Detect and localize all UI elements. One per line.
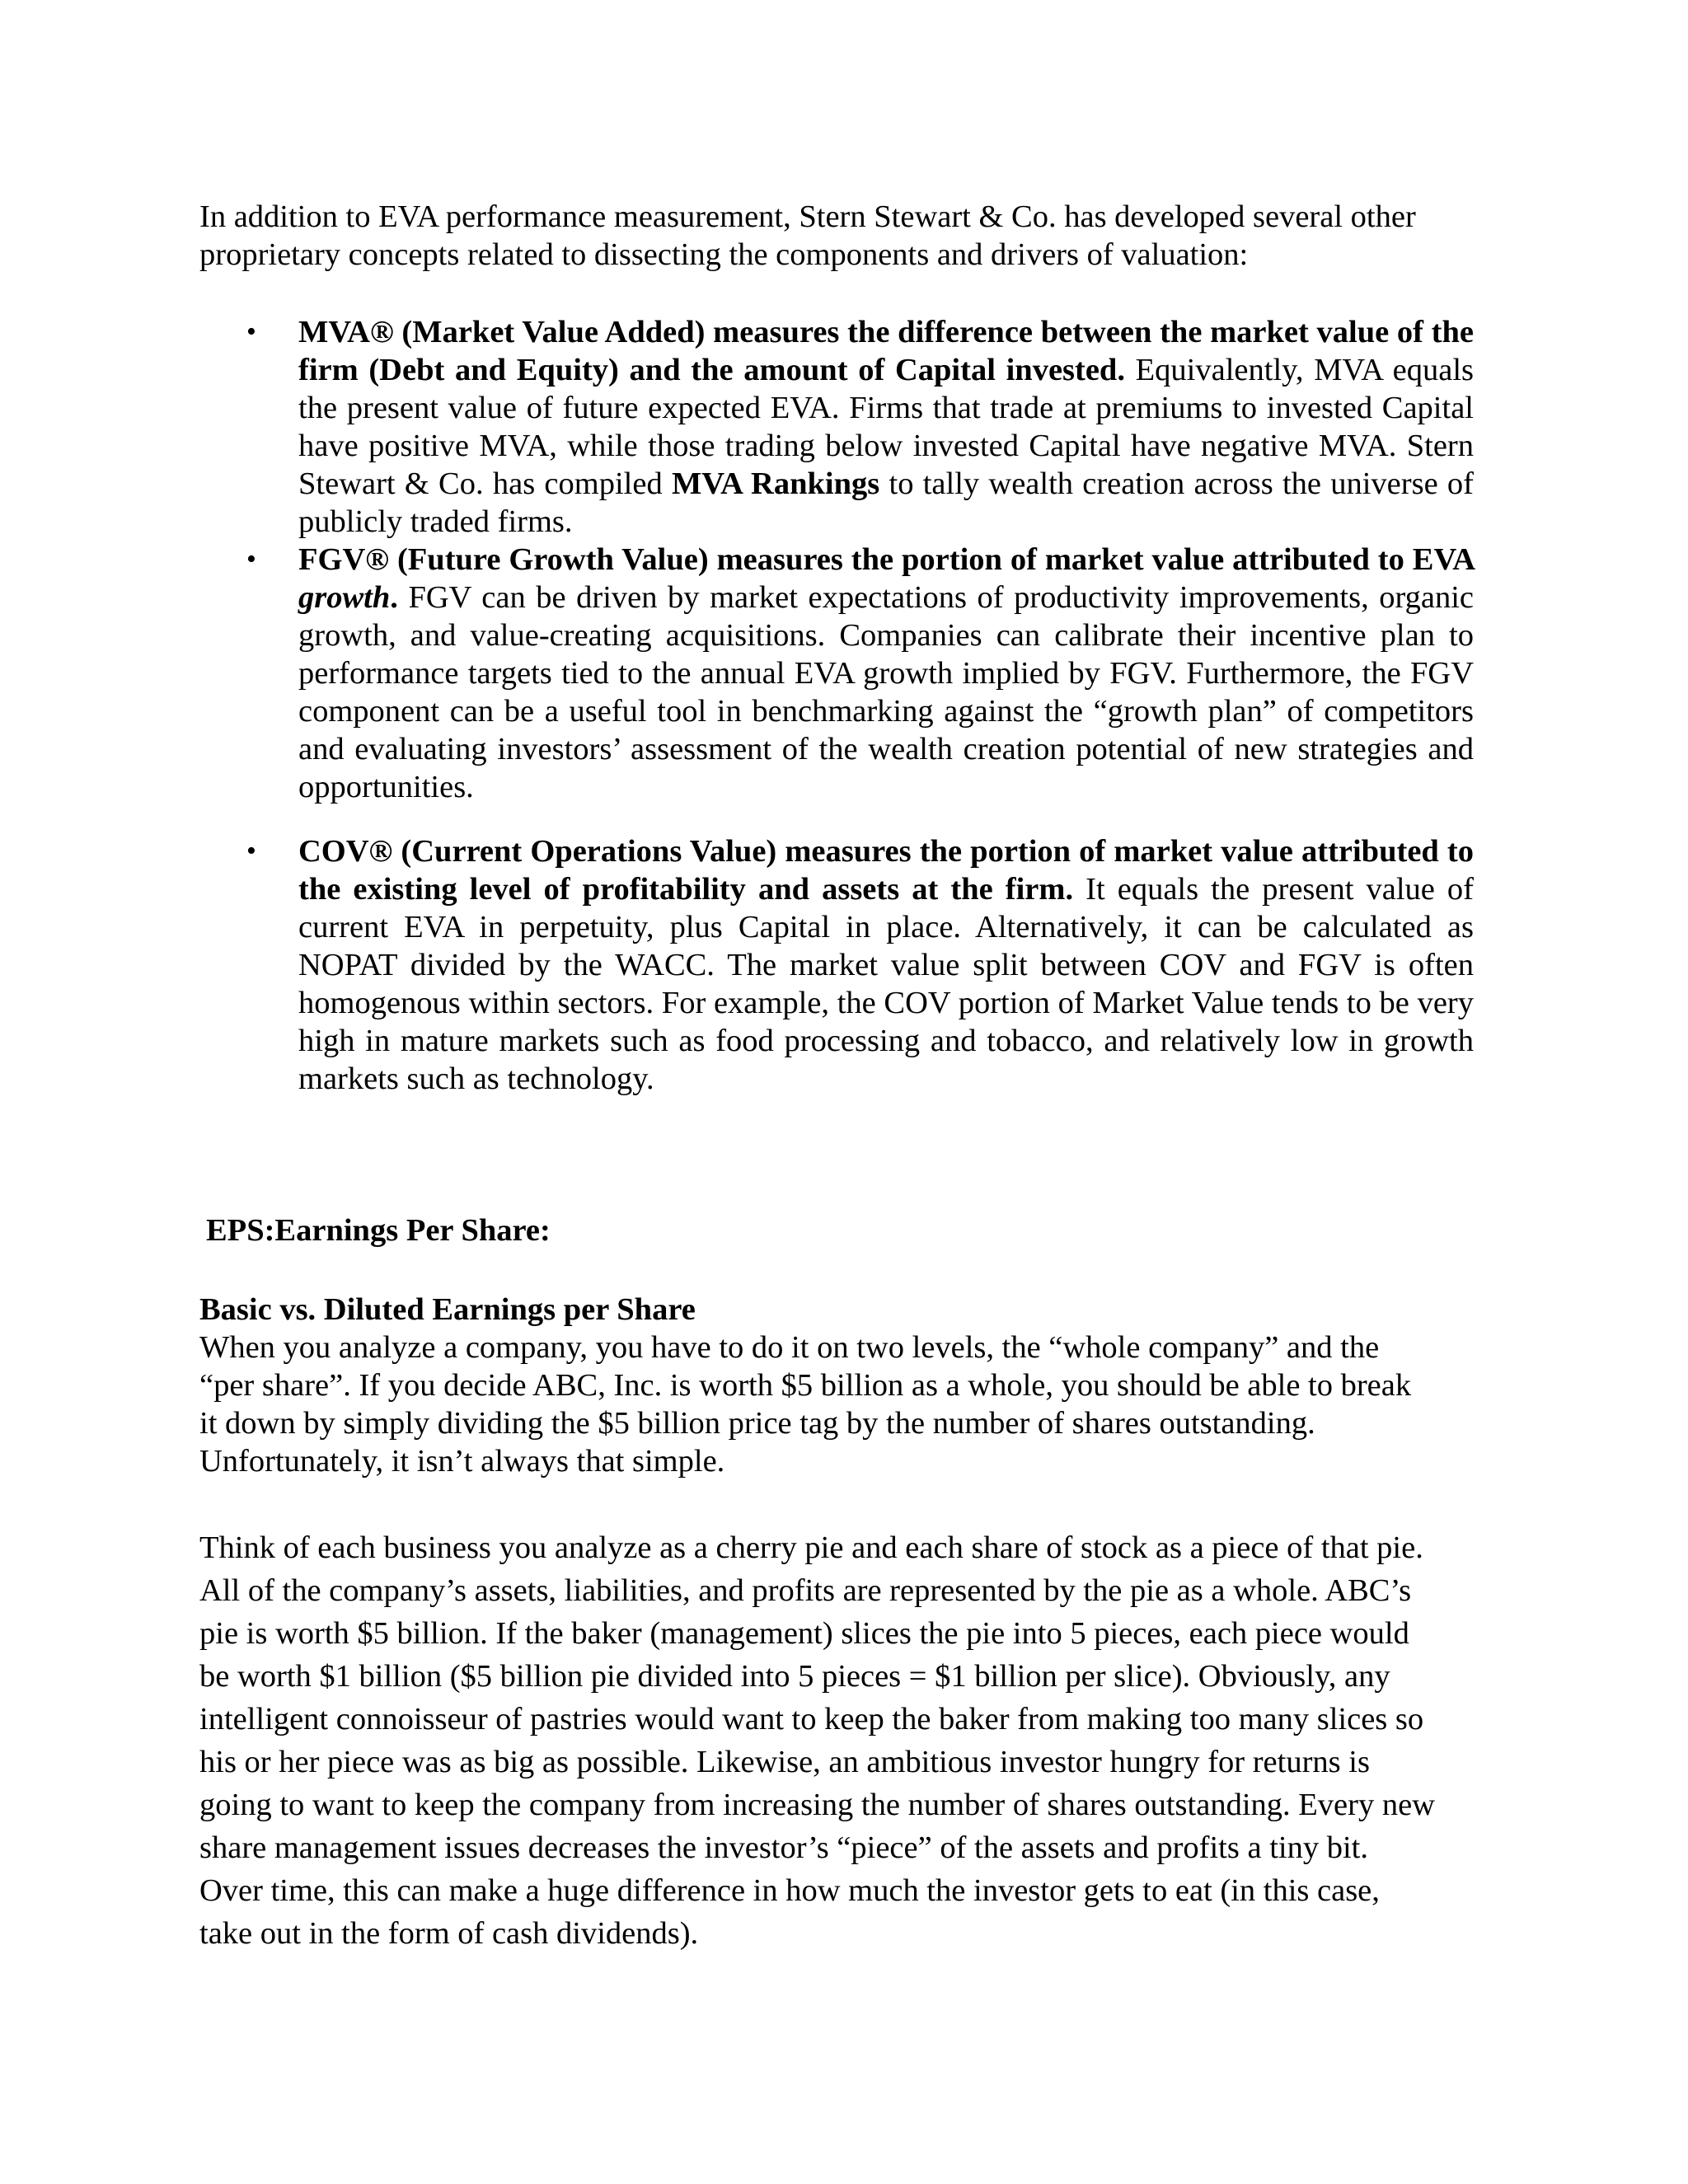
mva-body: Equivalently, MVA equals the present value of future expected EVA. Firms that trade at premiums to invested Capital have positive MVA, while those trading below invested Capital have negative MVA. Stern Stewart & Co. has compiled <box>298 353 1474 501</box>
pie-line: his or her piece was as big as possible. Likewise, an ambitious investor hungry for returns is <box>199 1745 1370 1779</box>
list-item-fgv <box>199 541 1474 806</box>
fgv-body: FGV can be driven by market expectations of productivity improvements, organic growth, and value-creating acquisitions. Companies can calibrate their incentive plan to performance targets tied to the annual EVA growth implied by FGV. Furthermore, the FGV component can be a useful tool in benchmarking against the “growth plan” of competitors and evaluating investors’ assessment of the wealth creation potential of new strategies and opportunities. <box>298 580 1474 804</box>
bullet-icon: • <box>246 836 256 866</box>
cov-body: It equals the present value of current EVA in perpetuity, plus Capital in place. Alternatively, it can be calculated as NOPAT divided by the WACC. The market value split between COV and FGV is often homogenous within sectors. For example, the COV portion of Market Value tends to be very high in mature markets such as food processing and tobacco, and relatively low in growth markets such as technology. <box>298 872 1474 1096</box>
pie-line: Think of each business you analyze as a cherry pie and each share of stock as a piece of that pie. <box>199 1530 1423 1565</box>
fgv-text <box>298 541 1474 806</box>
mva-body-end: to tally wealth creation across the universe of publicly traded firms. <box>298 466 1474 539</box>
basic-line: When you analyze a company, you have to do it on two levels, the “whole company” and the <box>199 1330 1380 1365</box>
basic-line: Unfortunately, it isn’t always that simple. <box>199 1444 725 1479</box>
pie-line: All of the company’s assets, liabilities, and profits are represented by the pie as a whole. ABC’s <box>199 1573 1412 1608</box>
pie-line: going to want to keep the company from increasing the number of shares outstanding. Every new <box>199 1788 1435 1822</box>
basic-line: it down by simply dividing the $5 billion price tag by the number of shares outstanding. <box>199 1406 1315 1441</box>
basic-vs-diluted-section <box>199 1291 1474 1480</box>
fgv-bold-end: . <box>390 580 398 615</box>
pie-line: intelligent connoisseur of pastries would want to keep the baker from making too many slices so <box>199 1702 1424 1736</box>
basic-vs-diluted-heading: Basic vs. Diluted Earnings per Share <box>199 1292 696 1327</box>
cov-bold-lead: COV® (Current Operations Value) measures the portion of market value attributed to the existing level of profitability and assets at the firm. <box>298 834 1474 907</box>
intro-paragraph: In addition to EVA performance measurement, Stern Stewart & Co. has developed several other proprietary concepts related to dissecting the components and drivers of valuation: <box>199 199 1416 272</box>
list-item-mva <box>199 313 1474 541</box>
cherry-pie-paragraph <box>199 1526 1474 1955</box>
fgv-growth-term: growth <box>298 580 391 615</box>
pie-line: pie is worth $5 billion. If the baker (management) slices the pie into 5 pieces, each piece would <box>199 1616 1409 1651</box>
pie-line: be worth $1 billion ($5 billion pie divided into 5 pieces = $1 billion per slice). Obviously, any <box>199 1659 1390 1694</box>
bullet-icon: • <box>246 544 256 574</box>
cov-text <box>298 832 1474 1098</box>
mva-bold-lead: MVA® (Market Value Added) measures the difference between the market value of the firm (Debt and Equity) and the amount of Capital invested. <box>298 315 1474 387</box>
basic-line: “per share”. If you decide ABC, Inc. is worth $5 billion as a whole, you should be able to break <box>199 1368 1412 1403</box>
mva-rankings-term: MVA Rankings <box>671 466 880 501</box>
pie-line: share management issues decreases the investor’s “piece” of the assets and profits a tiny bit. <box>199 1830 1368 1865</box>
pie-line: take out in the form of cash dividends). <box>199 1916 699 1951</box>
fgv-bold-lead: FGV® (Future Growth Value) measures the portion of market value attributed to EVA <box>298 542 1474 577</box>
mva-text <box>298 313 1474 541</box>
pie-line: Over time, this can make a huge difference in how much the investor gets to eat (in this case, <box>199 1873 1380 1908</box>
eps-heading: EPS:Earnings Per Share: <box>206 1213 551 1248</box>
list-item-cov <box>199 832 1474 1098</box>
bullet-icon: • <box>246 316 256 347</box>
